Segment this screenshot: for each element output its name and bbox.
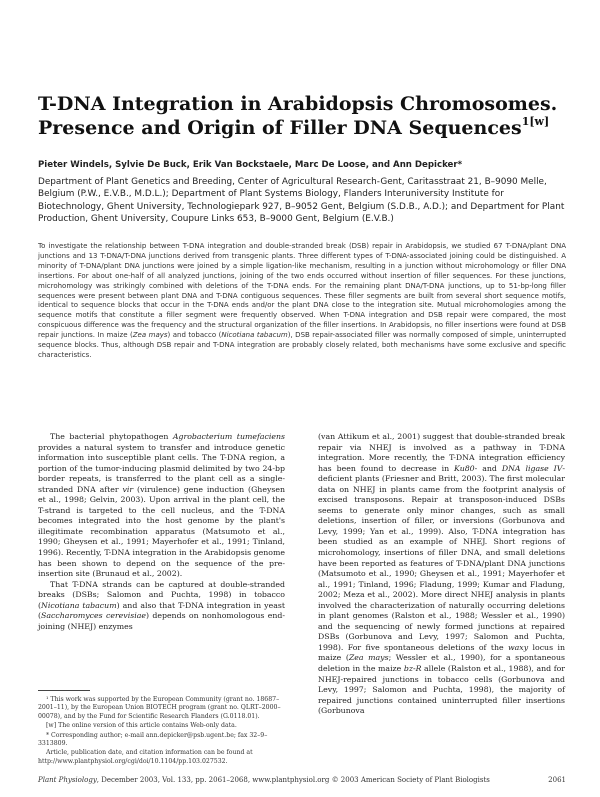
- gene-name: bz-R: [403, 664, 422, 674]
- author-list: Pieter Windels, Sylvie De Buck, Erik Van Bockstaele, Marc De Loose, and Ann Depicker*: [38, 160, 463, 170]
- footer-citation-text: , December 2003, Vol. 133, pp. 2061–2068, www.plantphysiol.org © 2003 American Society of Plant Biologists: [96, 776, 490, 784]
- footnote-funding: ¹ This work was supported by the European Community (grant no. 18687–2001–11), by the European Union BIOTECH program (grant no. QLRT–2000–00078), and by the Fund for Scientific Research Flanders (G.0118.01).: [38, 696, 281, 720]
- abstract-text-1: To investigate the relationship between T-DNA integration and double-stranded break (DSB) repair in Arabidopsis, we studied 67 T-DNA/plant DNA junctions and 13 T-DNA/T-DNA junctions derived from transgenic plants. Three different types of T-DNA-associated joining could be distinguished. A minority of T-DNA/plant DNA junctions were joined by a simple ligation-like mechanism, resulting in a junction without microhomology or filler DNA insertions. For about one-half of all analyzed junctions, joining of the two ends occurred without insertion of filler sequences. For these junctions, microhomology was strikingly combined with deletions of the T-DNA ends. For the remaining plant DNA/T-DNA junctions, up to 51-bp-long filler sequences were present between plant DNA and T-DNA contiguous sequences. These filler segments are built from several short sequence motifs, identical to sequence blocks that occur in the T-DNA ends and/or the plant DNA close to the integration site. Mutual microhomologies among the sequence motifs that constitute a filler segment were frequently observed. When T-DNA integration and DSB repair were compared, the most conspicuous difference was the frequency and the structural organization of the filler insertions. In Arabidopsis, no filler insertions were found at DSB repair junctions. In maize (: [38, 242, 566, 340]
- text-run: The bacterial phytopathogen: [50, 432, 173, 441]
- footnote-web-data: [w] The online version of this article contains Web-only data.: [46, 722, 237, 730]
- text-run: allele (Ralston et al., 1988), and for NHEJ-repaired junctions in tobacco cells (Gorbunova and Levy, 1997; Salomon and Puchta, 1998), the majority of repaired junctions contained uninterrupted filler insertions (Gorbunova: [318, 664, 565, 716]
- journal-name: Plant Physiology: [38, 776, 97, 784]
- gene-name: Ku80: [454, 463, 475, 473]
- title-line-1: T-DNA Integration in Arabidopsis Chromosomes.: [38, 93, 558, 115]
- text-run: That T-DNA strands can be captured at double-stranded breaks (DSBs; Salomon and Puchta, 1998) in tobacco (: [38, 579, 285, 610]
- text-run: -deficient plants (Friesner and Britt, 2003). The first molecular data on NHEJ in plants came from the footprint analysis of excised transposons. Repair at transposon-induced DSBs seems to generate only minor changes, such as small deletions, insertion of filler, or inversions (Gorbunova and Levy, 1999; Yan et al., 1999). Also, T-DNA integration has been studied as an example of NHEJ. Short regions of microhomology, insertions of filler DNA, and small deletions have been reported as features of T-DNA/plant DNA junctions (Matsumoto et al., 1990; Gheysen et al., 1991; Mayerhofer et al., 1991; Tinland, 1996; Fladung, 1999; Kumar and Fladung, 2002; Meza et al., 2002). More direct NHEJ analysis in plants involved the characterization of naturally occurring deletions in plant genomes (Ralston et al., 1988; Wessler et al., 1990) and the sequencing of newly formed junctions at repaired DSBs (Gorbunova and Levy, 1997; Salomon and Puchta, 1998). For five spontaneous deletions of the: [318, 463, 565, 652]
- footer-citation: [38, 775, 490, 786]
- abstract-text-2: ) and tobacco (: [167, 331, 222, 340]
- species-name: Zea mays: [348, 653, 389, 663]
- abstract-text-3: ), DSB repair-associated filler was normally composed of simple, uninterrupted sequence blocks. Thus, although DSB repair and T-DNA integration are probably closely related, both mechanisms have some exclusive and specific characteristics.: [38, 331, 567, 359]
- article-title: [38, 92, 558, 140]
- footnote-corresponding-author: * Corresponding author; e-mail ann.depicker@psb.ugent.be; fax 32–9–3313809.: [38, 731, 268, 748]
- abstract-species-tobacco: Nicotiana tabacum: [221, 331, 288, 340]
- footnote-citation-info: Article, publication date, and citation information can be found at http://www.plantphysiol.org/cgi/doi/10.1104/pp.103.027532.: [38, 749, 253, 765]
- title-footnote-marker: 1[w]: [521, 115, 550, 128]
- intro-paragraph-2: [38, 580, 285, 633]
- gene-name: DNA ligase IV: [501, 463, 563, 473]
- abstract-species-maize: Zea mays: [132, 331, 168, 340]
- intro-paragraph-1: [38, 432, 285, 580]
- right-column: [318, 432, 565, 717]
- gene-name: waxy: [507, 642, 529, 652]
- text-run: ) depends on nonhomologous end-joining (NHEJ) enzymes: [38, 611, 285, 631]
- text-run: locus in maize (: [318, 642, 565, 663]
- page-number: 2061: [548, 776, 566, 784]
- footnote-divider: [38, 690, 90, 691]
- left-column: [38, 432, 285, 664]
- gene-name: vir: [122, 484, 134, 494]
- species-name: Saccharomyces cerevisiae: [41, 611, 146, 621]
- page-footer: [38, 775, 566, 786]
- abstract: [38, 242, 566, 361]
- title-line-2: Presence and Origin of Filler DNA Sequences: [38, 117, 522, 139]
- footnotes: [38, 696, 285, 767]
- affiliations: Department of Plant Genetics and Breeding, Center of Agricultural Research-Gent, Caritasstraat 21, B–9090 Melle, Belgium (P.W., E.V.B., M.D.L.); Department of Plant Systems Biology, Flanders Interuniversity Institute for Biotechnology, Ghent University, Technologiepark 927, B–9052 Gent, Belgium (S.D.B., A.D.); and Department for Plant Production, Ghent University, Coupure Links 653, B–9000 Gent, Belgium (E.V.B.): [38, 177, 565, 224]
- text-run: ; Wessler et al., 1990), for a spontaneous deletion in the maize: [318, 653, 566, 674]
- text-run: - and: [474, 463, 502, 473]
- text-run: (virulence) gene induction (Gheysen et al., 1998; Gelvin, 2003). Upon arrival in the plant cell, the T-strand is targeted to the cell nucleus, and the T-DNA becomes integrated into the host genome by the plant's illegitimate recombination apparatus (Matsumoto et al., 1990; Gheysen et al., 1991; Mayerhofer et al., 1991; Tinland, 1996). Recently, T-DNA integration in the Arabidopsis genome has been shown to depend on the sequence of the pre-insertion site (Brunaud et al., 2002).: [38, 484, 285, 579]
- intro-paragraph-continued: [318, 432, 565, 717]
- text-run: (van Attikum et al., 2001) suggest that double-stranded break repair via NHEJ is involved as a pathway in T-DNA integration. More recently, the T-DNA integration efficiency has been found to decrease in: [318, 432, 565, 473]
- text-run: provides a natural system to transfer and introduce genetic information into susceptible plant cells. The T-DNA region, a portion of the tumor-inducing plasmid delimited by two 24-bp border repeats, is transferred to the plant cell as a single-stranded DNA after: [38, 442, 285, 494]
- text-run: ) and also that T-DNA integration in yeast (: [38, 600, 285, 621]
- species-name: Nicotiana tabacum: [41, 600, 117, 610]
- species-name: Agrobacterium tumefaciens: [172, 432, 285, 441]
